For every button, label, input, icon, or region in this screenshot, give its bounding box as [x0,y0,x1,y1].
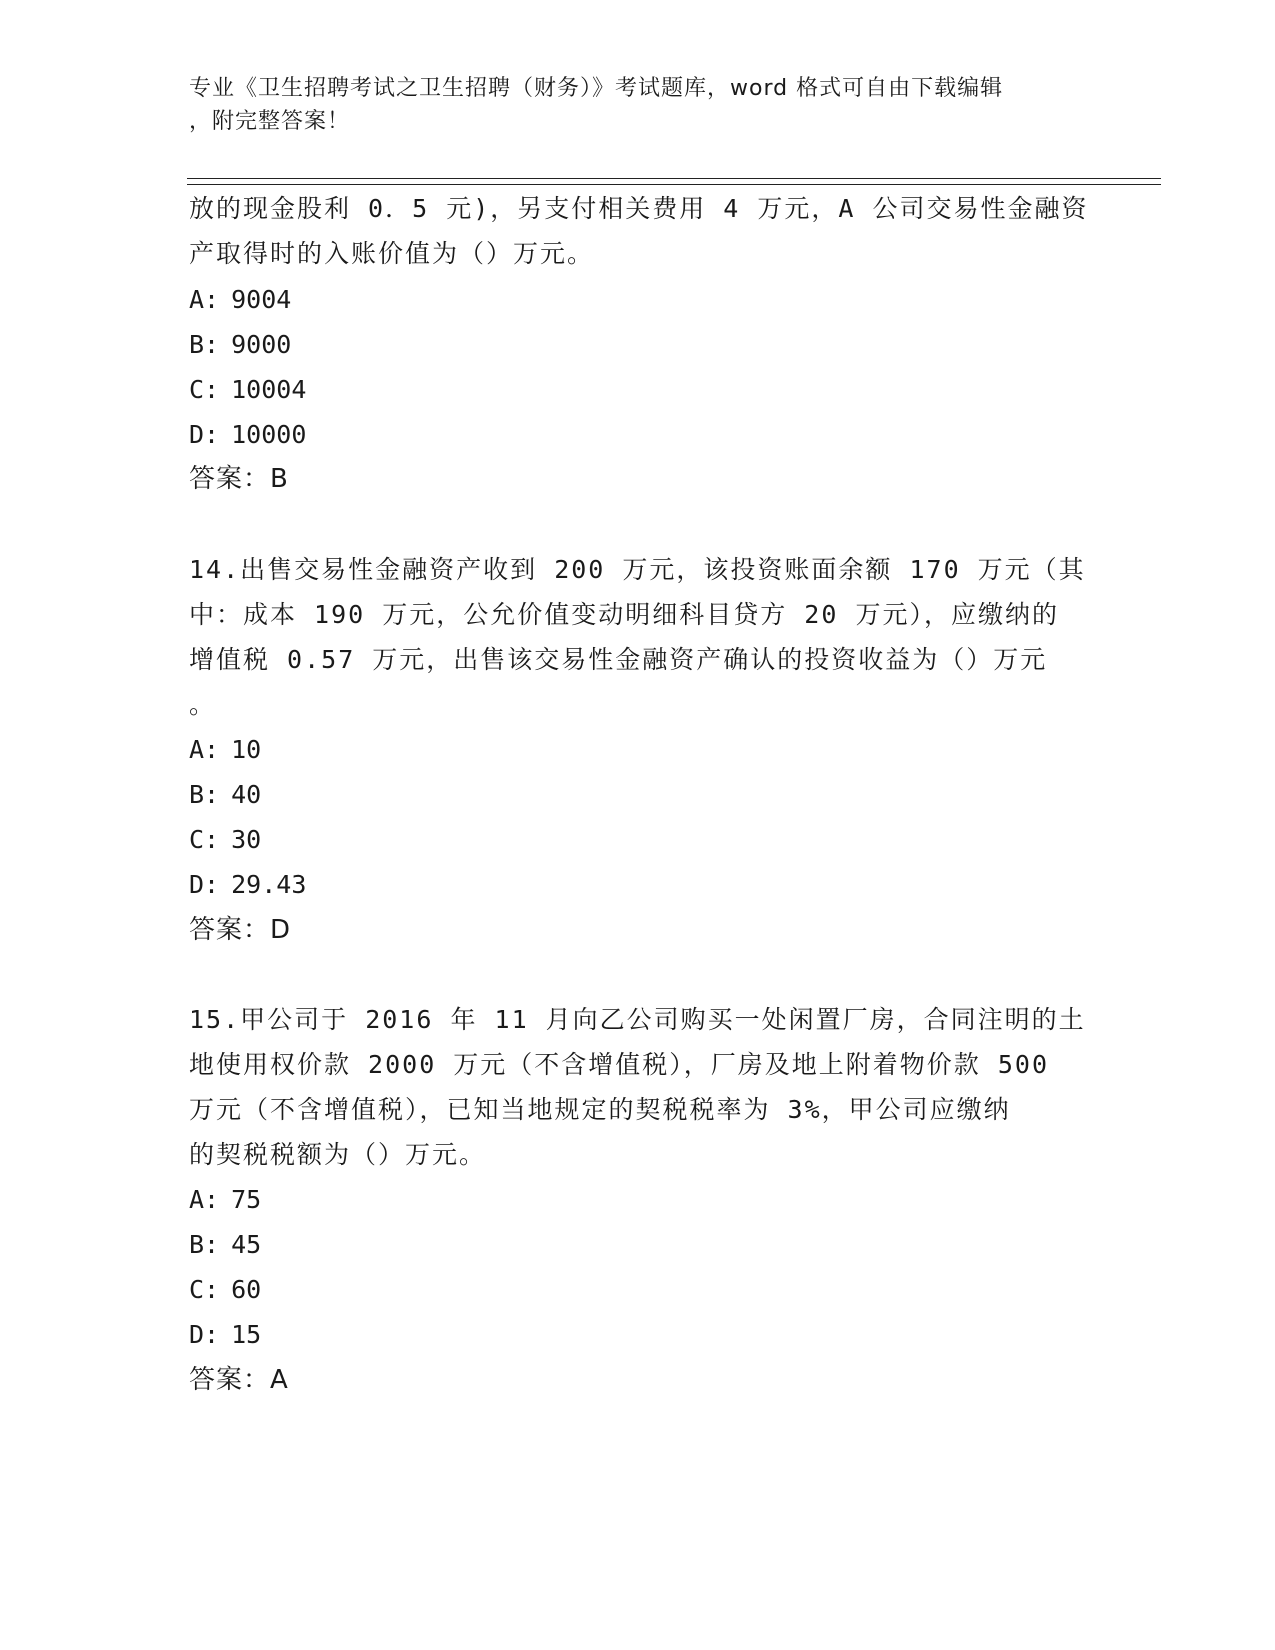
option-value: 45 [231,1230,262,1259]
option-label: A: [189,735,220,764]
question-text-line: 产取得时的入账价值为（）万元。 [189,239,595,268]
question-text-line: 的契税税额为（）万元。 [189,1140,487,1169]
option-label: C: [189,825,220,854]
option-b [189,1229,261,1261]
question-text-line: 万元（不含增值税），已知当地规定的契税税率为 3%，甲公司应缴纳 [189,1095,1011,1124]
question-text-line: 增值税 0.57 万元，出售该交易性金融资产确认的投资收益为（）万元 [189,645,1048,674]
header-line-2: ，附完整答案！ [189,109,351,134]
option-a [189,1184,261,1216]
option-d [189,419,306,451]
option-label: B: [189,780,220,809]
answer-text: 答案：A [189,1365,289,1395]
option-d [189,1319,261,1351]
answer-text: 答案：B [189,464,289,494]
option-value: 60 [231,1275,262,1304]
option-a [189,734,261,766]
answer-text: 答案：D [189,915,292,945]
header-line-1: 专业《卫生招聘考试之卫生招聘（财务）》考试题库，word 格式可自由下载编辑 [189,76,1004,101]
option-c [189,824,261,856]
option-value: 29.43 [231,870,307,899]
option-value: 10004 [231,375,307,404]
option-b [189,329,291,361]
option-value: 9000 [231,330,292,359]
option-label: D: [189,1320,220,1349]
option-value: 75 [231,1185,262,1214]
option-c [189,1274,261,1306]
option-a [189,284,291,316]
option-value: 30 [231,825,262,854]
option-value: 40 [231,780,262,809]
question-text-line: 放的现金股利 0．5 元)，另支付相关费用 4 万元，A 公司交易性金融资 [189,194,1089,223]
option-label: C: [189,375,220,404]
option-label: B: [189,330,220,359]
question-text-line: 地使用权价款 2000 万元（不含增值税），厂房及地上附着物价款 500 [189,1050,1050,1079]
option-value: 9004 [231,285,292,314]
question-text-line: 中：成本 190 万元，公允价值变动明细科目贷方 20 万元），应缴纳的 [189,600,1059,629]
option-label: A: [189,1185,220,1214]
option-label: A: [189,285,220,314]
option-label: B: [189,1230,220,1259]
question-text-line: 。 [189,690,217,719]
option-value: 10 [231,735,262,764]
option-value: 10000 [231,420,307,449]
question-text-line: 15.甲公司于 2016 年 11 月向乙公司购买一处闲置厂房，合同注明的土 [189,1005,1086,1034]
option-c [189,374,306,406]
header-divider-top [187,178,1161,179]
question-text-line: 14.出售交易性金融资产收到 200 万元，该投资账面余额 170 万元（其 [189,555,1086,584]
option-b [189,779,261,811]
option-label: D: [189,870,220,899]
option-label: D: [189,420,220,449]
option-value: 15 [231,1320,262,1349]
option-d [189,869,306,901]
option-label: C: [189,1275,220,1304]
header-divider-bottom [187,184,1161,185]
document-header [189,72,1079,138]
